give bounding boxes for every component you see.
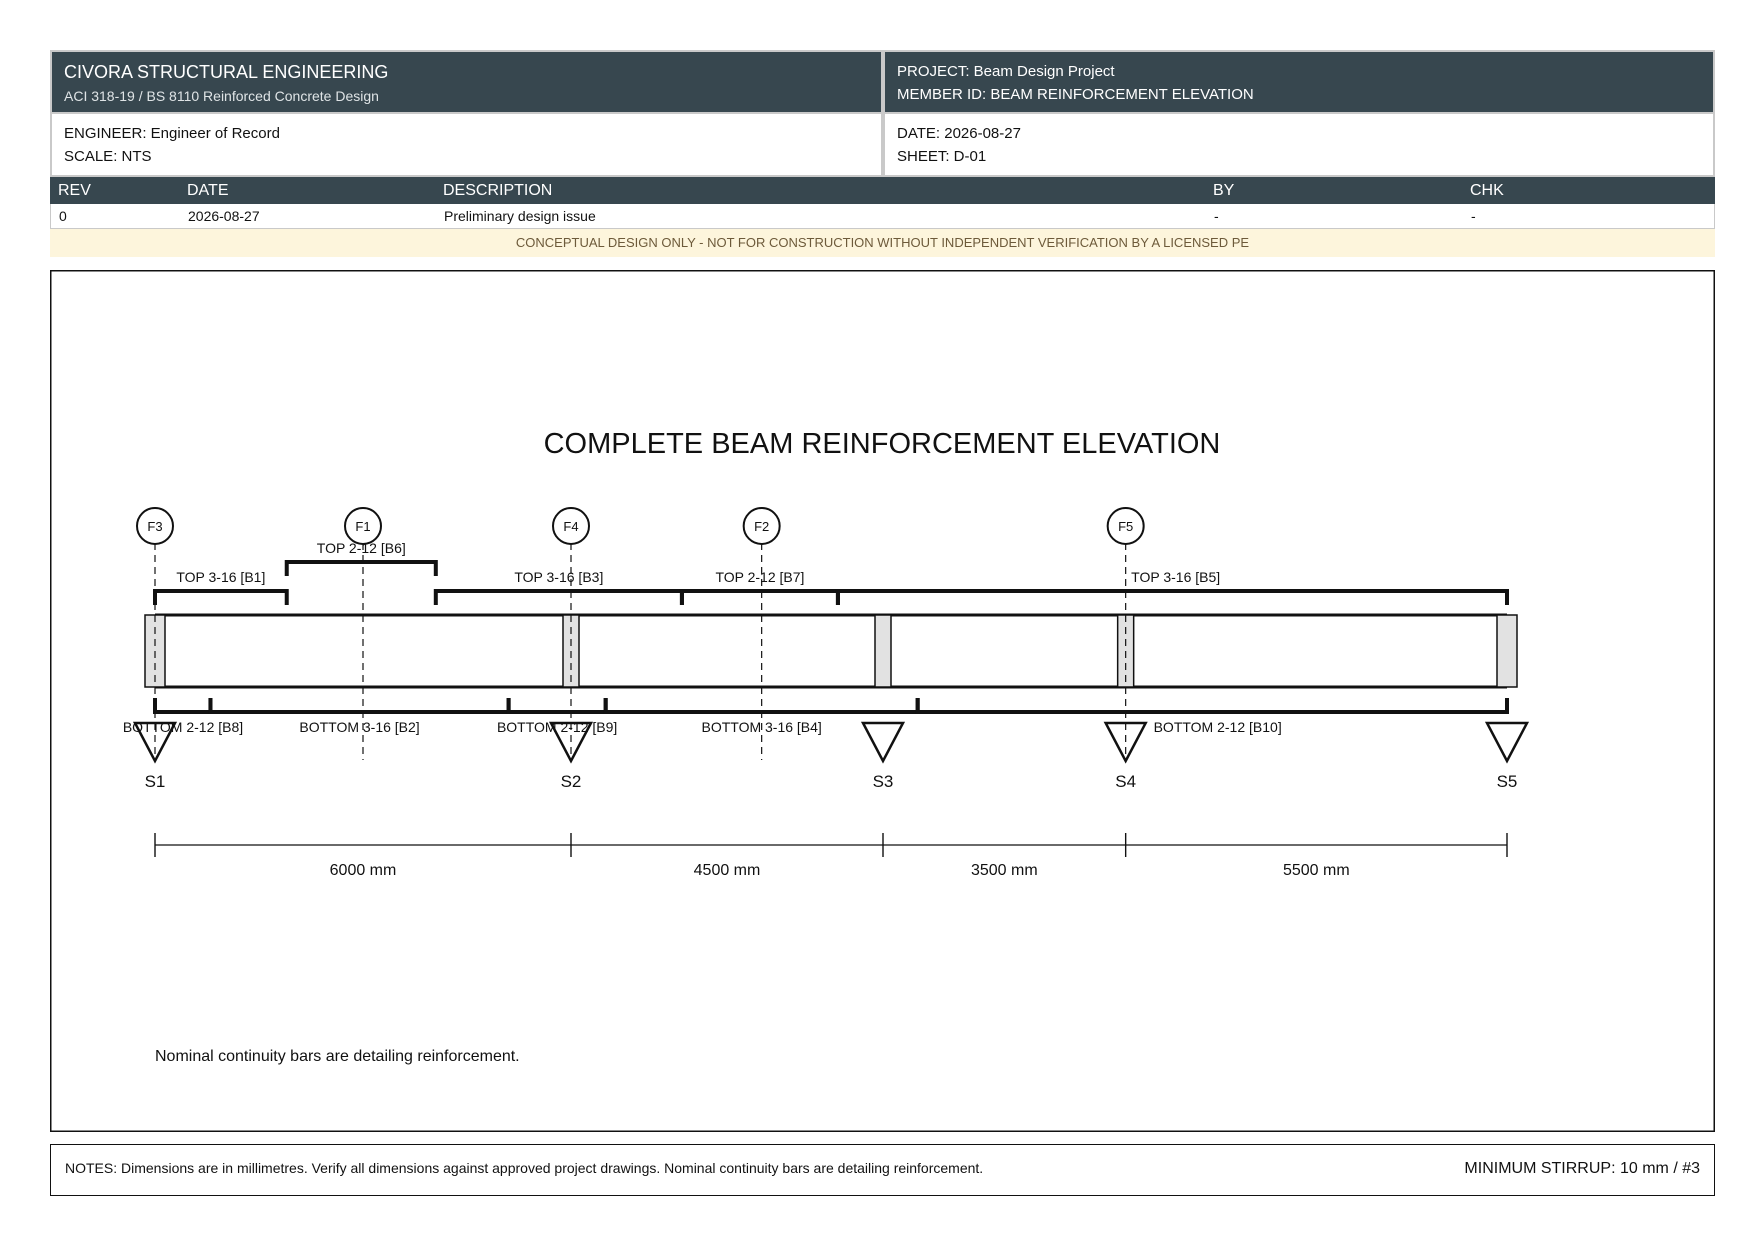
chk-col-header: CHK (1470, 182, 1504, 199)
description-cell: Preliminary design issue (444, 208, 596, 224)
bottom-bar-label: BOTTOM 2-12 [B9] (496, 719, 618, 735)
marker-label: F4 (563, 519, 579, 534)
top-bar (155, 591, 287, 605)
design-code: ACI 318-19 / BS 8110 Reinforced Concrete Design (64, 88, 379, 104)
by-cell: - (1214, 208, 1219, 224)
date-col-header: DATE (187, 182, 229, 199)
span-dimension-label: 5500 mm (1282, 862, 1350, 879)
top-bar (287, 562, 436, 576)
rev-cell: 0 (59, 208, 67, 224)
engineer-block (50, 114, 883, 177)
general-notes: NOTES: Dimensions are in millimetres. Verify all dimensions against approved project drawings. Nominal continuity bars are detailing reinforcement. (65, 1160, 984, 1176)
top-bar (838, 591, 1507, 605)
bottom-bar-label: BOTTOM 2-12 [B10] (1153, 719, 1282, 735)
bottom-bar-label: BOTTOM 3-16 [B2] (299, 719, 420, 735)
support-label: S1 (144, 772, 166, 791)
by-col-header: BY (1213, 182, 1235, 199)
bottom-bar-label: BOTTOM 2-12 [B8] (122, 719, 244, 735)
notes-bar (50, 1144, 1715, 1196)
table-row (50, 204, 1715, 229)
support-label: S2 (560, 772, 582, 791)
bottom-bar (210, 698, 508, 712)
column-stub (875, 615, 891, 687)
support-triangle (863, 723, 903, 761)
support-triangle (551, 723, 591, 761)
bottom-bar (918, 698, 1507, 712)
top-bar (682, 591, 838, 605)
marker-label: F3 (147, 519, 163, 534)
top-bar-label: TOP 2-12 [B6] (316, 540, 406, 556)
continuity-note: Nominal continuity bars are detailing reinforcement. (155, 1048, 520, 1065)
marker-label: F5 (1118, 519, 1134, 534)
span-dimension-label: 4500 mm (693, 862, 761, 879)
project-block (883, 50, 1715, 114)
marker-label: F2 (754, 519, 770, 534)
company-block (50, 50, 883, 114)
bottom-bar-label: BOTTOM 3-16 [B4] (701, 719, 822, 735)
support-triangle (1487, 723, 1527, 761)
support-label: S3 (872, 772, 894, 791)
top-bar-label: TOP 2-12 [B7] (715, 569, 805, 585)
top-bar-label: TOP 3-16 [B5] (1131, 569, 1221, 585)
drawing-frame (51, 271, 1715, 1132)
support-label: S5 (1496, 772, 1518, 791)
marker-label: F1 (355, 519, 371, 534)
bottom-bar (155, 698, 210, 712)
description-col-header: DESCRIPTION (443, 182, 553, 199)
support-triangle (135, 723, 175, 761)
issue-date: DATE: 2026-08-27 (897, 125, 1021, 142)
bottom-bar (509, 698, 606, 712)
support-triangle (1106, 723, 1146, 761)
member-id: MEMBER ID: BEAM REINFORCEMENT ELEVATION (897, 86, 1254, 103)
company-name: CIVORA STRUCTURAL ENGINEERING (64, 62, 389, 82)
rev-col-header: REV (58, 182, 91, 199)
sheet-number: SHEET: D-01 (897, 148, 987, 165)
drawing-title: COMPLETE BEAM REINFORCEMENT ELEVATION (543, 428, 1221, 460)
column-stub (1497, 615, 1517, 687)
support-label: S4 (1115, 772, 1137, 791)
chk-cell: - (1471, 208, 1476, 224)
top-bar-label: TOP 3-16 [B1] (176, 569, 266, 585)
span-dimension-label: 3500 mm (970, 862, 1038, 879)
minimum-stirrup: MINIMUM STIRRUP: 10 mm / #3 (1464, 1160, 1700, 1177)
beam-elevation-drawing (50, 270, 1715, 1132)
revision-table-header (50, 177, 1715, 204)
date-cell: 2026-08-27 (188, 208, 260, 224)
engineer: ENGINEER: Engineer of Record (64, 125, 280, 142)
project-name: PROJECT: Beam Design Project (897, 63, 1115, 80)
top-bar-label: TOP 3-16 [B3] (514, 569, 604, 585)
date-block (883, 114, 1715, 177)
warning-banner: CONCEPTUAL DESIGN ONLY - NOT FOR CONSTRUCTION WITHOUT INDEPENDENT VERIFICATION BY A LICENSED PE (50, 229, 1715, 257)
span-dimension-label: 6000 mm (329, 862, 397, 879)
top-bar (436, 591, 682, 605)
scale: SCALE: NTS (64, 148, 152, 165)
